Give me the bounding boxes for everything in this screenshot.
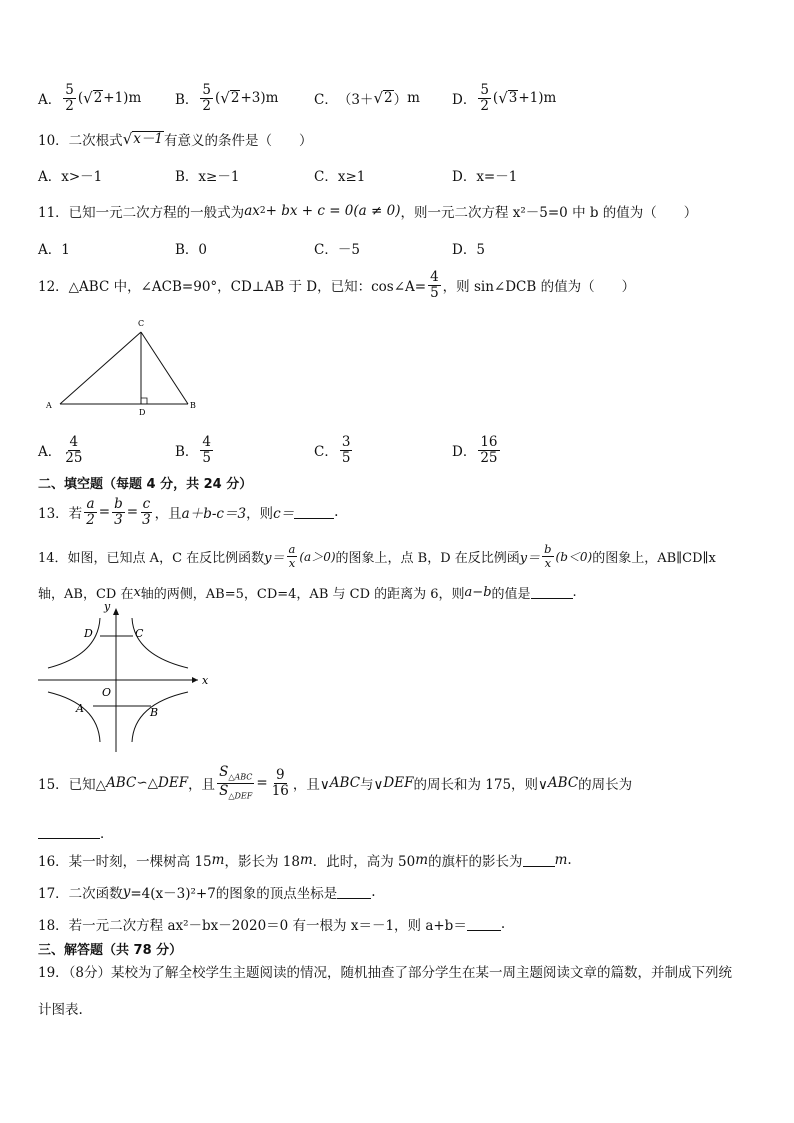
label-d: D [84,627,93,640]
q14-answer-blank[interactable] [531,586,573,599]
label-x: x [202,674,209,687]
q9-option-a[interactable]: A． $\frac{5}{2}$ ( √ 2 +1) m [38,82,142,114]
q15-answer-line: ． [38,822,114,842]
q10-options [38,165,758,185]
section-2-heading: 二、填空题（每题 4 分，共 24 分） [38,476,253,492]
curve-first-quadrant [132,618,188,668]
q12-triangle-figure [38,312,208,422]
label-b: B [190,401,196,410]
q18-stem: 18．若一元二次方程 ax²－bx－2020＝0 有一根为 x＝－1，则 a+b＝ . [38,916,506,934]
q11-stem: 11．已知一元二次方程的一般式为 ax 2 + bx + c = 0(a ≠ 0) ，则一元二次方程 x²－5=0 中 b 的值为（ ） [38,203,698,221]
q11-option-d[interactable]: D．5 [452,242,485,258]
q12-option-a[interactable]: A． $\frac{4}{25}$ [38,434,83,466]
label-o: O [102,686,112,699]
q10-option-a[interactable]: A．x>－1 [38,169,103,185]
q12-option-d[interactable]: D． $\frac{16}{25}$ [452,434,498,466]
label-a: A [76,702,84,715]
label-b: B [150,706,159,719]
q16-answer-blank[interactable] [523,854,555,867]
curve-third-quadrant [48,692,100,742]
q12-option-b[interactable]: B． $\frac{4}{5}$ [175,434,212,466]
side-ac [60,332,141,404]
right-angle-mark [141,398,147,404]
y-axis-arrow [113,608,119,615]
q14-hyperbola-figure [38,600,218,755]
q16-stem: 16．某一时刻，一棵树高 15 m ，影长为 18 m ．此时，高为 50 m 的旗杆的影长为 m . [38,852,572,870]
label-c: C [135,627,144,640]
q10-stem: 10．二次根式 √ x－1 有意义的条件是（ ） [38,129,313,149]
q12-option-c[interactable]: C． $\frac{3}{5}$ [314,434,351,466]
q13-stem: 13．若 $\frac{a}{2}$ = $\frac{b}{3}$ = $\frac{c}{3}$ ，且 a＋b-c＝3 ，则 c＝ . [38,496,339,528]
q9-option-c[interactable]: C． （3＋ √ 2 ） m [314,88,420,108]
x-axis-arrow [192,677,198,683]
q11-options [38,238,758,258]
q11-option-b[interactable]: B．0 [175,242,208,258]
q19-line2: 计图表. [38,1002,83,1018]
q14-stem-line2: 轴，AB，CD 在 x 轴的两侧，AB=5，CD=4，AB 与 CD 的距离为 6，则 a−b 的值是 . [38,584,577,602]
q19-line1: 19．（8分）某校为了解全校学生主题阅读的情况，随机抽查了部分学生在某一周主题阅读文章的篇数，并制成下列统 [38,965,733,981]
q18-answer-blank[interactable] [467,918,501,931]
q11-option-c[interactable]: C．－5 [314,242,360,258]
q9-option-d[interactable]: D． $\frac{5}{2}$ ( √ 3 +1) m [452,82,557,114]
q10-option-b[interactable]: B．x≥－1 [175,169,240,185]
label-y: y [104,600,111,613]
q10-option-c[interactable]: C．x≥1 [314,169,366,185]
q14-stem-line1: 14．如图，已知点 A，C 在反比例函数 y＝ $\frac{a}{x}$ (a＞0) 的图象上，点 B，D 在反比例函 y＝ $\frac{b}{x}$ (b＜0) 的图象上，AB∥CD∥x [38,542,716,570]
q9-options [38,78,758,118]
q15-answer-blank[interactable] [38,826,100,839]
side-bc [141,332,188,404]
q11-option-a[interactable]: A．1 [38,242,70,258]
q13-answer-blank[interactable] [294,506,334,519]
q12-options [38,430,758,470]
q15-stem: 15．已知△ ABC ∽△ DEF ，且 $\frac{S_{\triangle ABC}}{S_{\triangle DEF}}$ = $\frac{9}{16}$ ，且∨ ABC 与∨ DEF 的周长和为 175，则∨ ABC 的周长为 [38,764,633,801]
curve-fourth-quadrant [132,692,188,742]
label-a: A [46,401,52,410]
section-3-heading: 三、解答题（共 78 分） [38,942,183,958]
q9-option-b[interactable]: B． $\frac{5}{2}$ ( √ 2 +3) m [175,82,279,114]
curve-second-quadrant [48,618,100,668]
q17-stem: 17．二次函数 y =4(x－3)²+7 的图象的顶点坐标是 . [38,884,376,902]
label-d: D [139,408,146,417]
q17-answer-blank[interactable] [337,886,371,899]
label-c: C [138,319,145,328]
q10-option-d[interactable]: D．x=－1 [452,169,518,185]
q12-stem: 12．△ABC 中，∠ACB=90°，CD⊥AB 于 D，已知：cos∠A= $\frac{4}{5}$ ，则 sin∠DCB 的值为（ ） [38,269,636,301]
